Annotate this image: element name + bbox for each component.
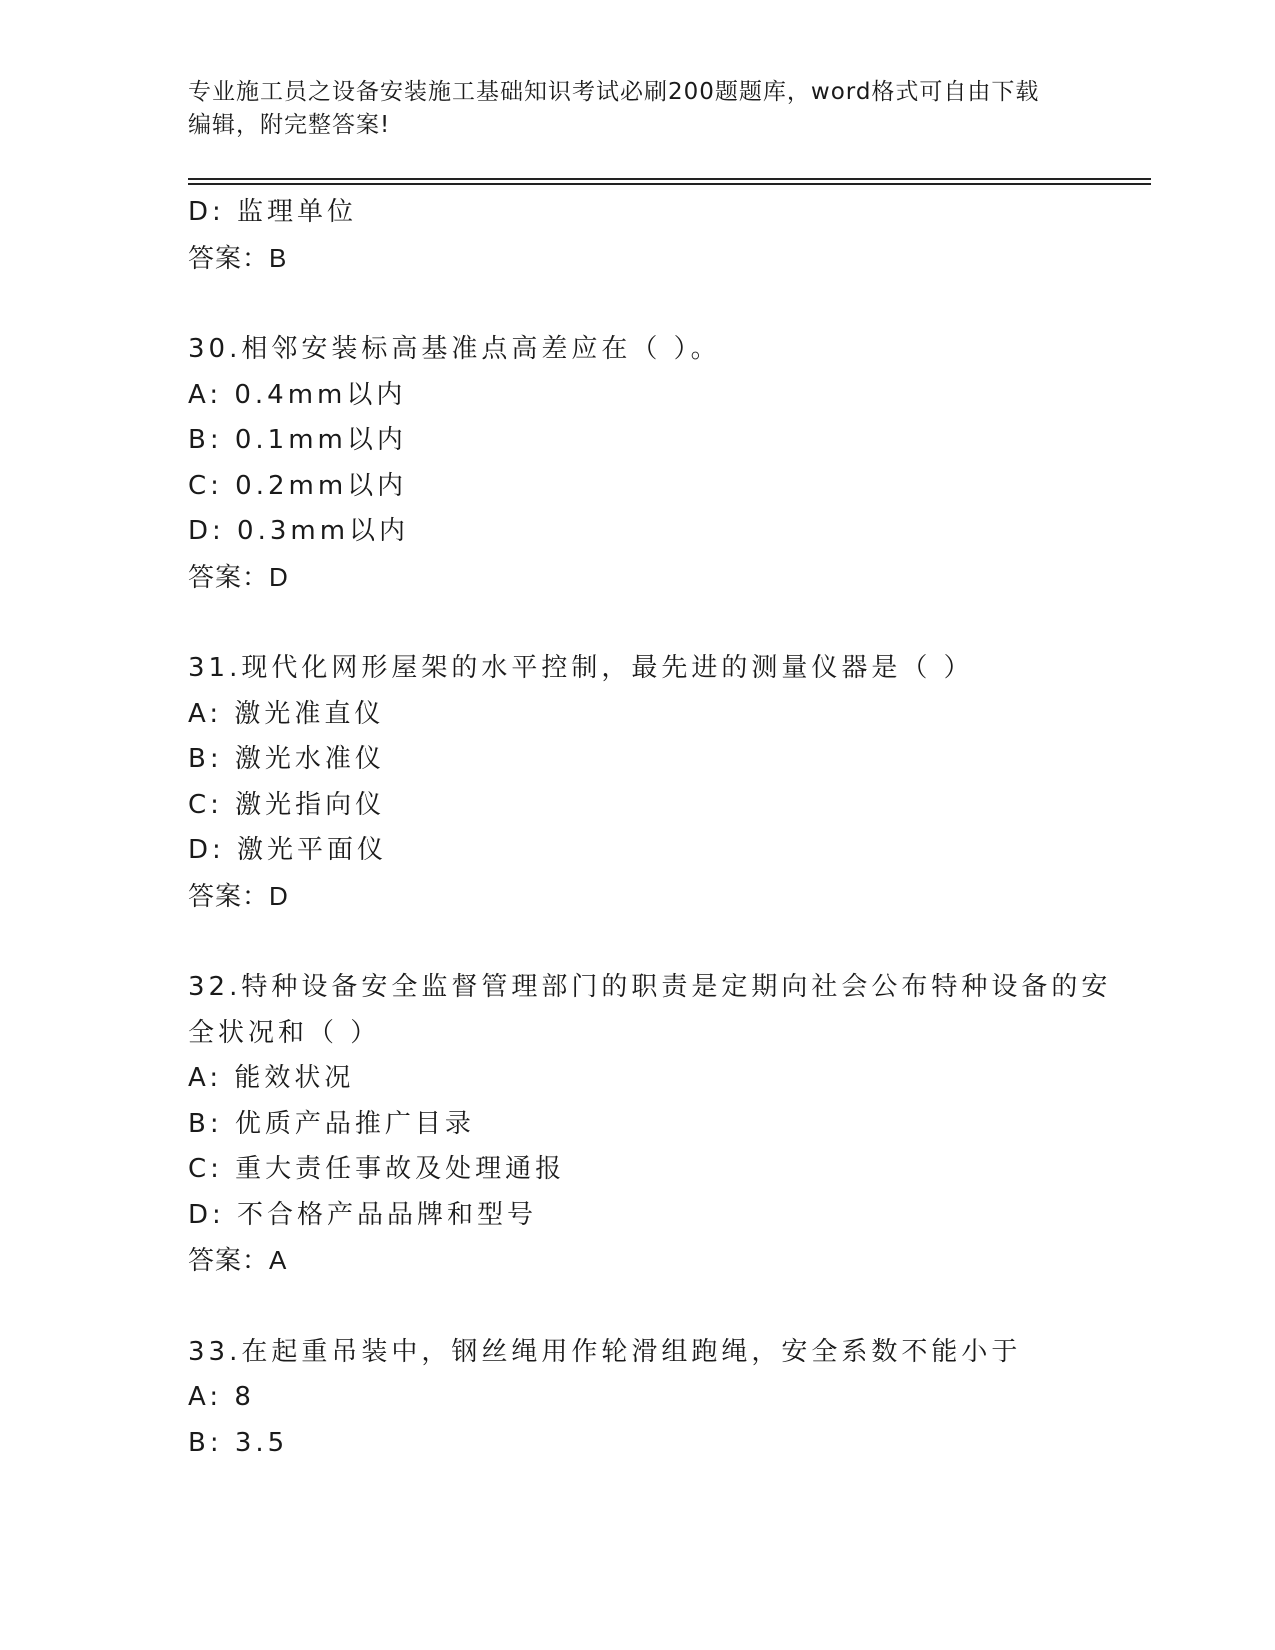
question-31 [188, 646, 1088, 919]
question-text: 30.相邻安装标高基准点高差应在（ ）。 [188, 334, 721, 364]
question-text-line2: 全状况和（ ） [188, 1017, 381, 1048]
option-c: C: 激光指向仪 [188, 789, 386, 820]
option-a: A: 能效状况 [188, 1063, 355, 1093]
answer: 答案：A [188, 1245, 288, 1275]
header-title-line1: 专业施工员之设备安装施工基础知识考试必刷200题题库，word格式可自由下载 [188, 79, 1040, 105]
answer: 答案：D [188, 880, 289, 911]
question-text: 33.在起重吊装中，钢丝绳用作轮滑组跑绳，安全系数不能小于 [188, 1336, 1022, 1367]
option-c: C: 0.2mm以内 [188, 470, 408, 501]
question-text: 31.现代化网形屋架的水平控制，最先进的测量仪器是（ ） [188, 653, 974, 683]
option-a: A: 激光准直仪 [188, 698, 385, 729]
option-b: B: 0.1mm以内 [188, 425, 407, 455]
header-divider-bottom [188, 183, 1151, 185]
document-header [188, 76, 1088, 142]
option-d: D: 激光平面仪 [188, 835, 388, 865]
option-d: D: 监理单位 [188, 197, 358, 227]
question-list [188, 190, 1112, 1466]
option-a: A: 8 [188, 1382, 255, 1412]
question-text-line1: 32.特种设备安全监督管理部门的职责是定期向社会公布特种设备的安 [188, 972, 1112, 1002]
option-a: A: 0.4mm以内 [188, 379, 407, 410]
header-title-line2: 编辑，附完整答案! [188, 112, 391, 138]
answer: 答案：D [188, 561, 289, 592]
option-b: B: 优质产品推广目录 [188, 1108, 475, 1139]
question-30 [188, 327, 1088, 600]
option-b: B: 激光水准仪 [188, 744, 385, 774]
previous-question-tail [188, 190, 1088, 281]
question-33 [188, 1330, 1088, 1467]
option-d: D: 不合格产品品牌和型号 [188, 1199, 538, 1230]
option-b: B: 3.5 [188, 1427, 289, 1458]
answer: 答案：B [188, 242, 288, 273]
option-d: D: 0.3mm以内 [188, 516, 410, 546]
option-c: C: 重大责任事故及处理通报 [188, 1154, 566, 1184]
header-divider-top [188, 178, 1151, 180]
question-32 [188, 965, 1112, 1284]
